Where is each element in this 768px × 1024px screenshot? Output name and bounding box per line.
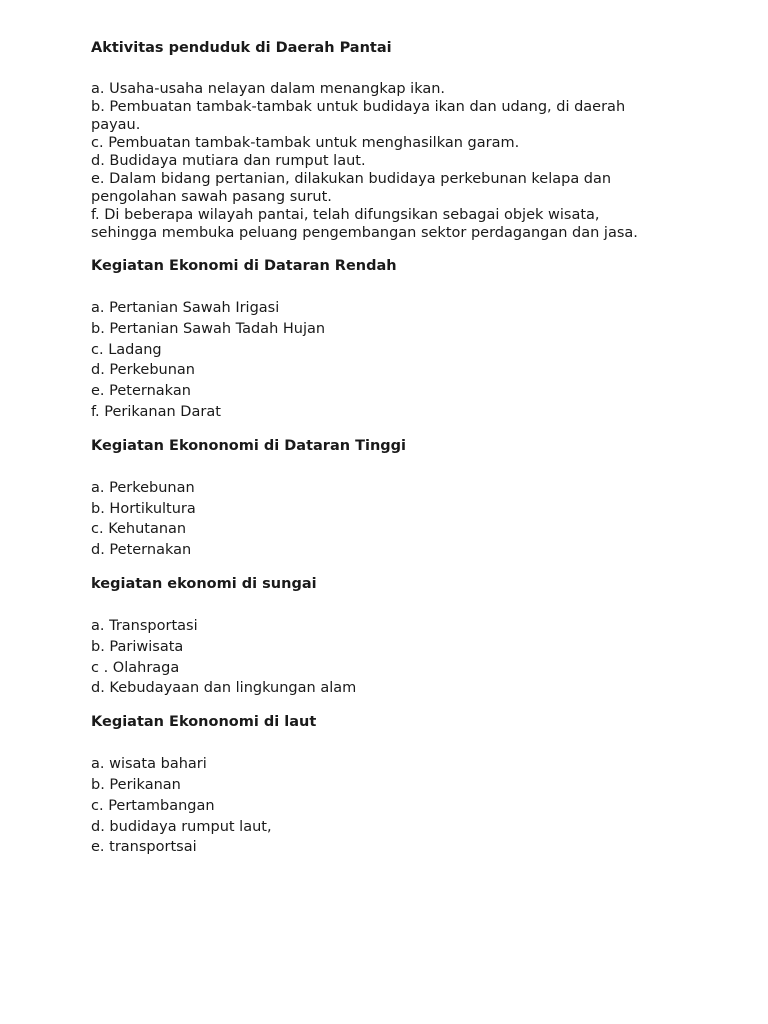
list-item: a. Transportasi [91, 617, 198, 634]
list-item: a. Pertanian Sawah Irigasi [91, 300, 280, 316]
section-heading: Kegiatan Ekononomi di laut [91, 714, 317, 731]
section-dataran-rendah [91, 256, 691, 423]
paragraph-line: b. Pembuatan tambak-tambak untuk budidaya ikan dan udang, di daerah [91, 99, 626, 115]
list-item: d. Peternakan [91, 542, 192, 559]
list-item: d. Kebudayaan dan lingkungan alam [91, 680, 357, 697]
section-sungai [91, 574, 691, 699]
paragraph-line: e. Dalam bidang pertanian, dilakukan budidaya perkebunan kelapa dan [91, 171, 612, 187]
paragraph-block [91, 80, 691, 242]
item-list [91, 478, 691, 561]
item-list [91, 298, 691, 423]
list-item: c. Kehutanan [91, 521, 187, 538]
item-list [91, 616, 691, 699]
list-item: c. Pertambangan [91, 797, 215, 814]
list-item: b. Pertanian Sawah Tadah Hujan [91, 320, 326, 337]
paragraph-line: d. Budidaya mutiara dan rumput laut. [91, 153, 366, 169]
document-page [91, 38, 691, 858]
section-heading: Aktivitas penduduk di Daerah Pantai [91, 40, 392, 56]
list-item: d. Perkebunan [91, 362, 195, 379]
list-item: c . Olahraga [91, 659, 180, 676]
paragraph-line: a. Usaha-usaha nelayan dalam menangkap ikan. [91, 81, 446, 97]
section-dataran-tinggi [91, 436, 691, 561]
list-item: b. Pariwisata [91, 638, 184, 655]
section-heading: Kegiatan Ekononomi di Dataran Tinggi [91, 437, 407, 454]
list-item: b. Perikanan [91, 776, 181, 793]
section-daerah-pantai [91, 38, 691, 242]
list-item: c. Ladang [91, 341, 162, 358]
section-laut [91, 712, 691, 858]
list-item: e. Peternakan [91, 383, 191, 400]
list-item: e. transportsai [91, 839, 197, 856]
paragraph-line: payau. [91, 117, 141, 133]
list-item: b. Hortikultura [91, 500, 196, 517]
list-item: a. wisata bahari [91, 756, 207, 773]
item-list [91, 754, 691, 858]
list-item: d. budidaya rumput laut, [91, 818, 272, 835]
list-item: a. Perkebunan [91, 479, 195, 496]
list-item: f. Perikanan Darat [91, 403, 221, 420]
paragraph-line: c. Pembuatan tambak-tambak untuk menghasilkan garam. [91, 135, 520, 151]
section-heading: Kegiatan Ekonomi di Dataran Rendah [91, 258, 397, 274]
paragraph-line: sehingga membuka peluang pengembangan sektor perdagangan dan jasa. [91, 225, 638, 241]
paragraph-line: f. Di beberapa wilayah pantai, telah difungsikan sebagai objek wisata, [91, 207, 600, 223]
section-heading: kegiatan ekonomi di sungai [91, 575, 317, 592]
paragraph-line: pengolahan sawah pasang surut. [91, 189, 332, 205]
